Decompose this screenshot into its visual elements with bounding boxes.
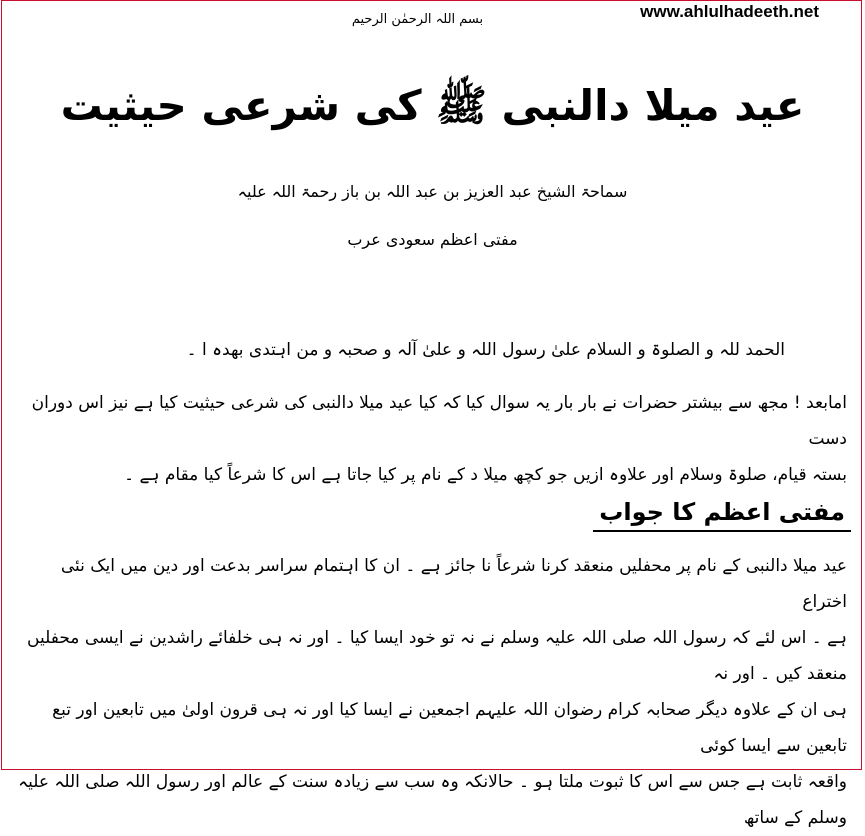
- answer-line-4: واقعہ ثابت ہے جس سے اس کا ثبوت ملتا ہو ۔ حالانکہ وہ سب سے زیادہ سنت کے عالم اور رسول اللہ صلی اللہ علیہ وسلم کے ساتھ: [18, 772, 847, 828]
- site-url[interactable]: www.ahlulhadeeth.net: [640, 2, 819, 21]
- answer-line-3: ہی ان کے علاوہ دیگر صحابہ کرام رضوان اللہ علیہم اجمعین نے ایسا کیا اور نہ ہی قرون اولیٰ میں تابعین اور تبع تابعین سے ایسا کوئی: [52, 700, 847, 756]
- answer-line-1: عید میلا دالنبی کے نام پر محفلیں منعقد کرنا شرعاً نا جائز ہے ۔ ان کا اہتمام سراسر بدعت اور دین میں ایک نئی اختراع: [60, 556, 847, 612]
- opening-paragraph: [25, 332, 785, 368]
- author-name: سماحۃ الشیخ عبد العزیز بن عبد اللہ بن باز رحمۃ اللہ علیہ: [237, 182, 628, 201]
- opening-line: الحمد للہ و الصلوۃ و السلام علیٰ رسول اللہ و علیٰ آلہ و صحبہ و من اہتدی بھدہ ا ۔: [186, 340, 785, 360]
- section-heading: مفتی اعظم کا جواب: [593, 498, 851, 532]
- answer-paragraph: [12, 548, 847, 836]
- page-title: عید میلا دالنبی ﷺ کی شرعی حیثیت: [60, 81, 805, 130]
- bismillah: بسم اللہ الرحمٰن الرحیم: [351, 12, 484, 27]
- question-line-1: امابعد ! مجھ سے بیشتر حضرات نے بار بار یہ سوال کیا کہ کیا عید میلا دالنبی کی شرعی حیثیت کیا ہے نیز اس دوران دست: [31, 393, 847, 449]
- question-line-2: بستہ قیام، صلوۃ وسلام اور علاوہ ازیں جو کچھ میلا د کے نام پر کیا جاتا ہے اس کا شرعاً کیا مقام ہے ۔: [124, 465, 847, 485]
- answer-line-2: ہے ۔ اس لئے کہ رسول اللہ صلی اللہ علیہ وسلم نے نہ تو خود ایسا کیا ۔ اور نہ ہی خلفائے راشدین نے ایسی محفلیں منعقد کیں ۔ اور نہ: [27, 628, 847, 684]
- question-paragraph: [12, 385, 847, 493]
- author-title: مفتی اعظم سعودی عرب: [347, 230, 518, 249]
